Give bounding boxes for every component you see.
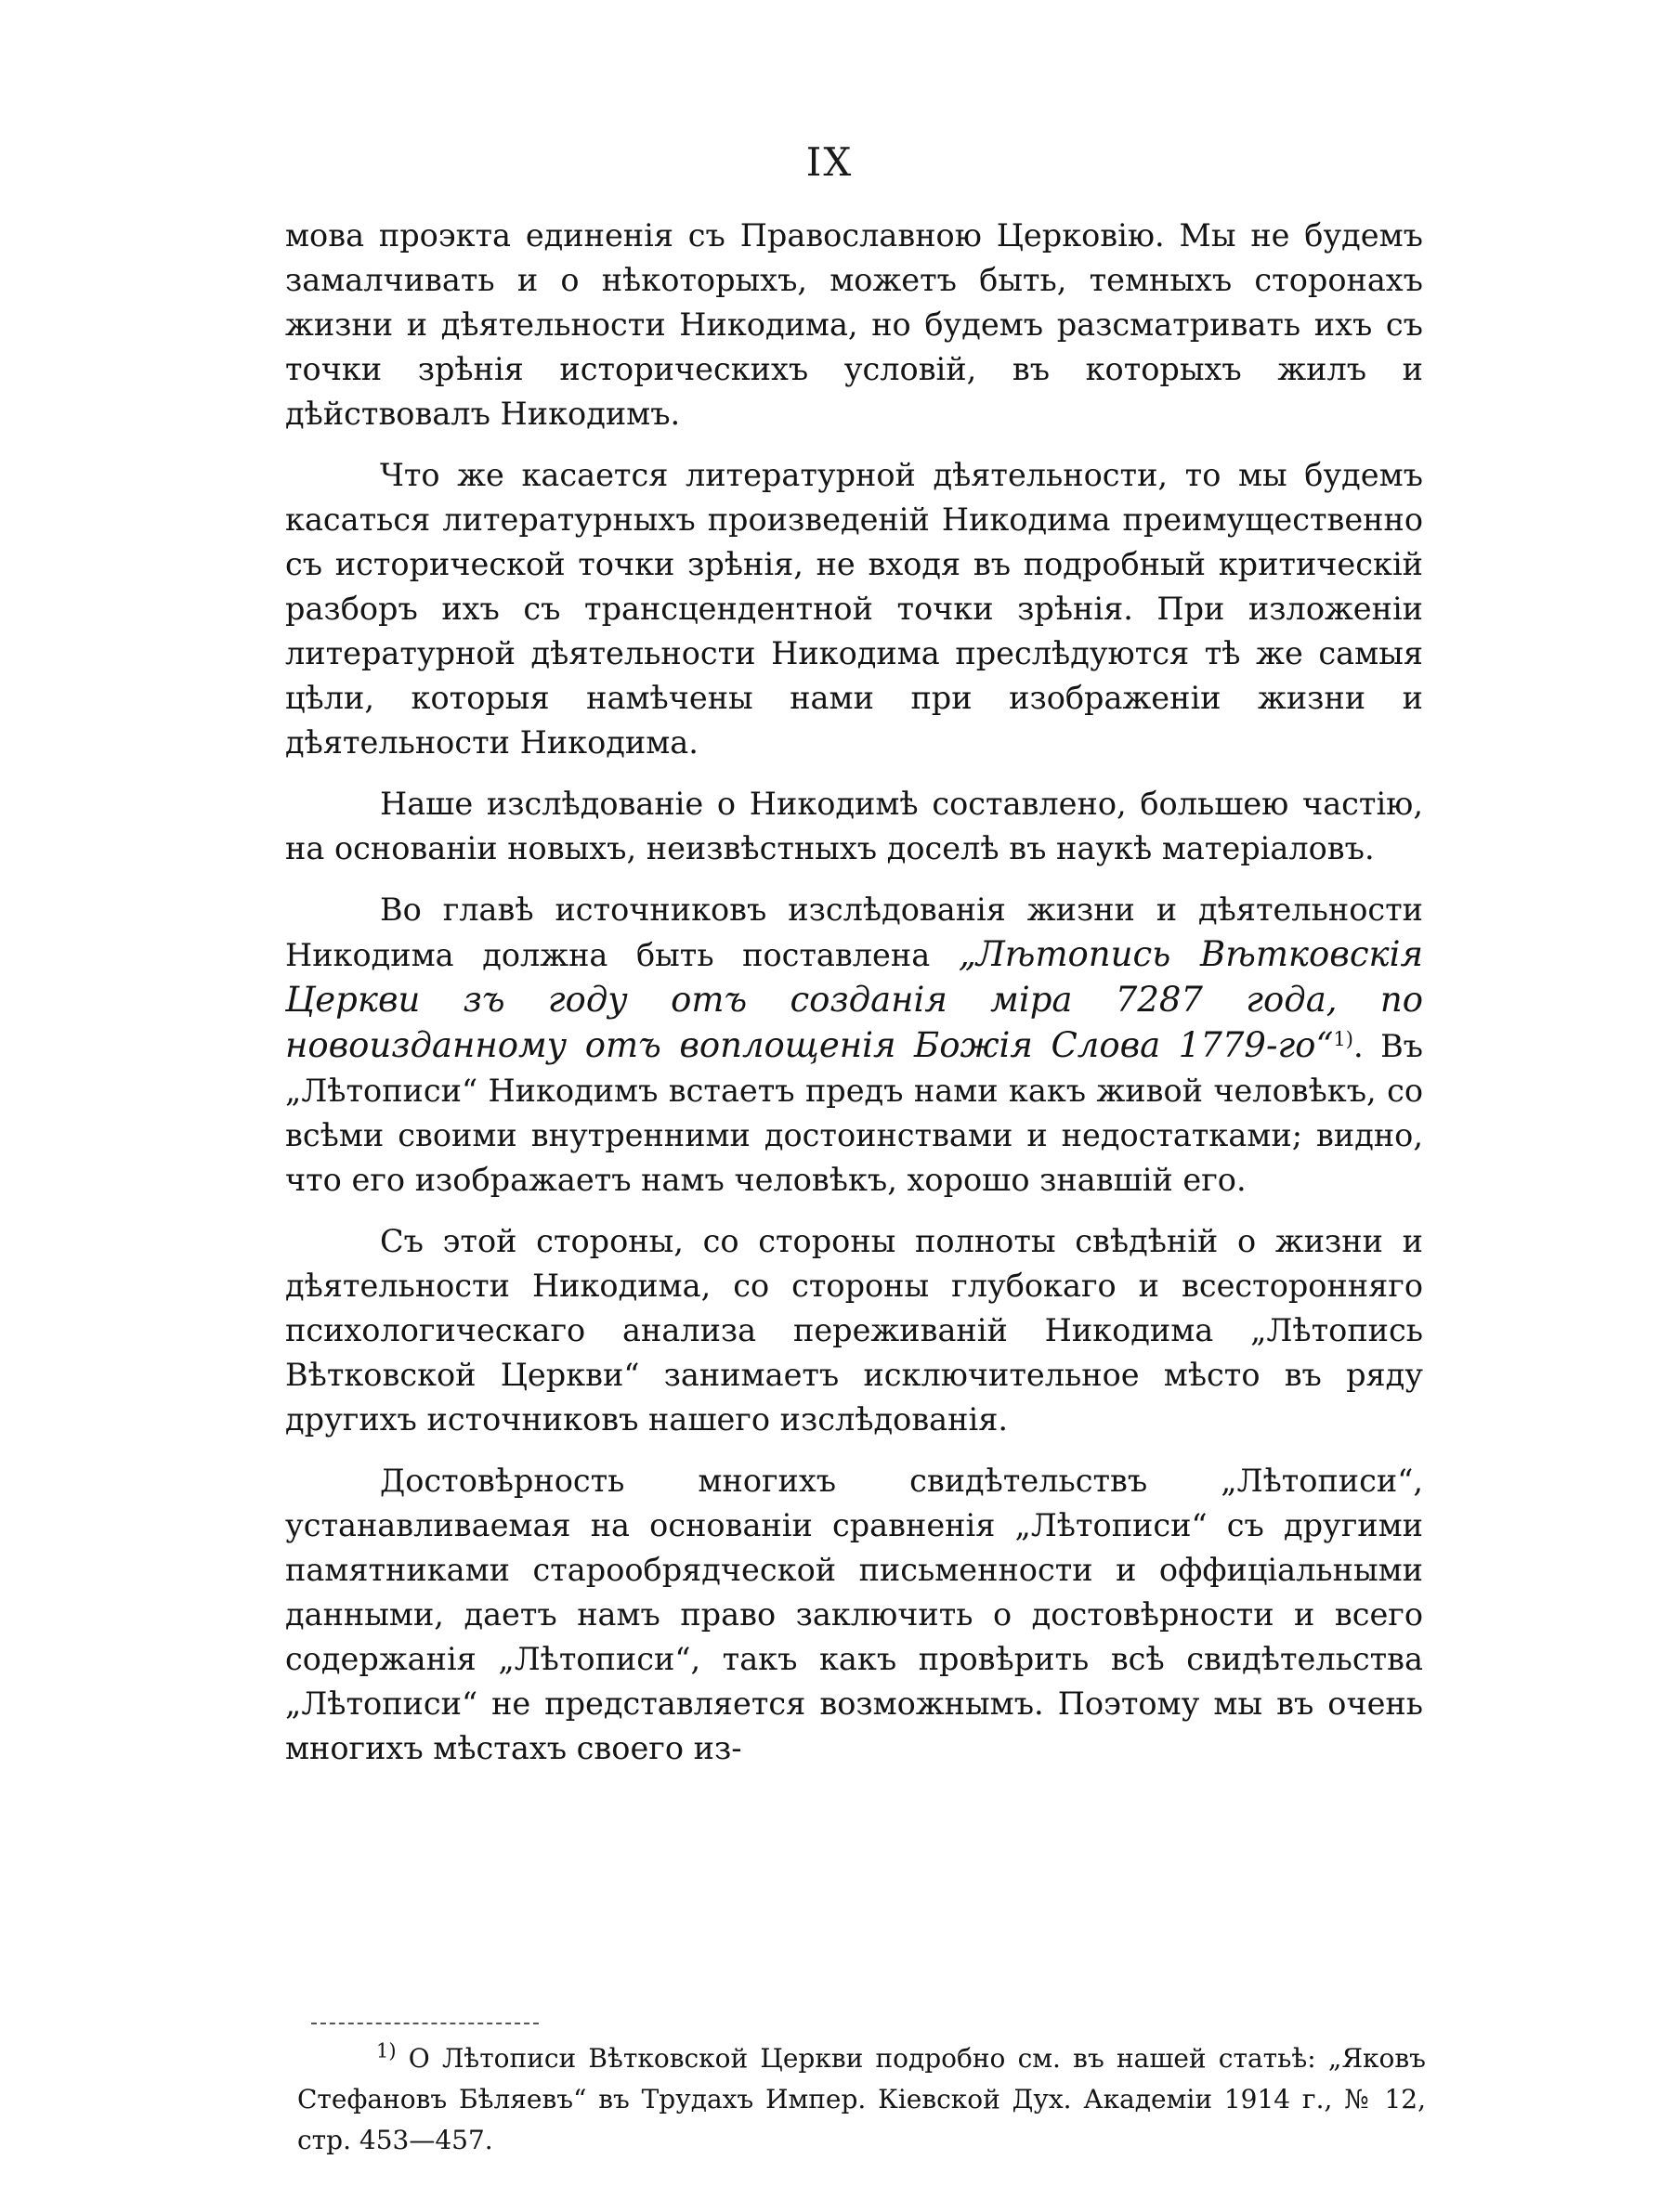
footnote-mark: 1)	[376, 2039, 397, 2062]
paragraph-6: Достовѣрность многихъ свидѣтельствъ „Лѣтописи“, устанавливаемая на основаніи сравненія „Лѣтописи“ съ другими памятниками старообрядческой письменности и оффиціальными данными, даетъ намъ право заключить о достовѣрности и всего содержанія „Лѣтописи“, такъ какъ провѣрить всѣ свидѣтельства „Лѣтописи“ не представляется возможнымъ. Поэтому мы въ очень многихъ мѣстахъ своего из-	[285, 1463, 1423, 1766]
chronicle-title: „Лѣтопись Вѣтковскія Церкви зъ году отъ созданія міра 7287 года, по новоизданному отъ воплощенія Божія Слова 1779-го“	[285, 934, 1423, 1065]
footnote-body: О Лѣтописи Вѣтковской Церкви подробно см. въ нашей статьѣ: „Яковъ Стефановъ Бѣляевъ“ въ Трудахъ Импер. Кіевской Дух. Академіи 1914 г., № 12, стр. 453—457.	[297, 2043, 1426, 2155]
footnote	[297, 2038, 1426, 2161]
paragraph-4	[285, 888, 1423, 1203]
paragraph-3: Наше изслѣдованіе о Никодимѣ составлено, большею частію, на основаніи новыхъ, неизвѣстныхъ доселѣ въ наукѣ матеріаловъ.	[285, 786, 1423, 866]
paragraph-4-rest: . Въ „Лѣтописи“ Никодимъ встаетъ предъ нами какъ живой человѣкъ, со всѣми своими внутренними достоинствами и недостатками; видно, что его изображаетъ намъ человѣкъ, хорошо знавшій его.	[285, 1028, 1423, 1198]
footnote-reference[interactable]: 1)	[1333, 1027, 1353, 1050]
paragraph-1: мова проэкта единенія съ Православною Церковію. Мы не будемъ замалчивать и о нѣкоторыхъ, можетъ быть, темныхъ сторонахъ жизни и дѣятельности Никодима, но будемъ разсматривать ихъ съ точки зрѣнія историческихъ условій, въ которыхъ жилъ и дѣйствовалъ Никодимъ.	[285, 217, 1423, 432]
body-text	[285, 214, 1423, 1788]
paragraph-4-lead: Во главѣ источниковъ изслѣдованія жизни и дѣятельности Никодима должна быть поставлена	[285, 891, 1423, 973]
paragraph-2: Что же касается литературной дѣятельности, то мы будемъ касаться литературныхъ произведеній Никодима преимущественно съ исторической точки зрѣнія, не входя въ подробный критическій разборъ ихъ съ трансцендентной точки зрѣнія. При изложеніи литературной дѣятельности Никодима преслѣдуются тѣ же самыя цѣли, которыя намѣчены нами при изображеніи жизни и дѣятельности Никодима.	[285, 457, 1423, 761]
footnote-divider	[311, 2023, 539, 2024]
page-number: IX	[805, 139, 854, 185]
paragraph-5: Съ этой стороны, со стороны полноты свѣдѣній о жизни и дѣятельности Никодима, со стороны глубокаго и всесторонняго психологическаго анализа переживаній Никодима „Лѣтопись Вѣтковской Церкви“ занимаетъ исключительное мѣсто въ ряду другихъ источниковъ нашего изслѣдованія.	[285, 1223, 1423, 1438]
footnote-text	[297, 2038, 1426, 2161]
